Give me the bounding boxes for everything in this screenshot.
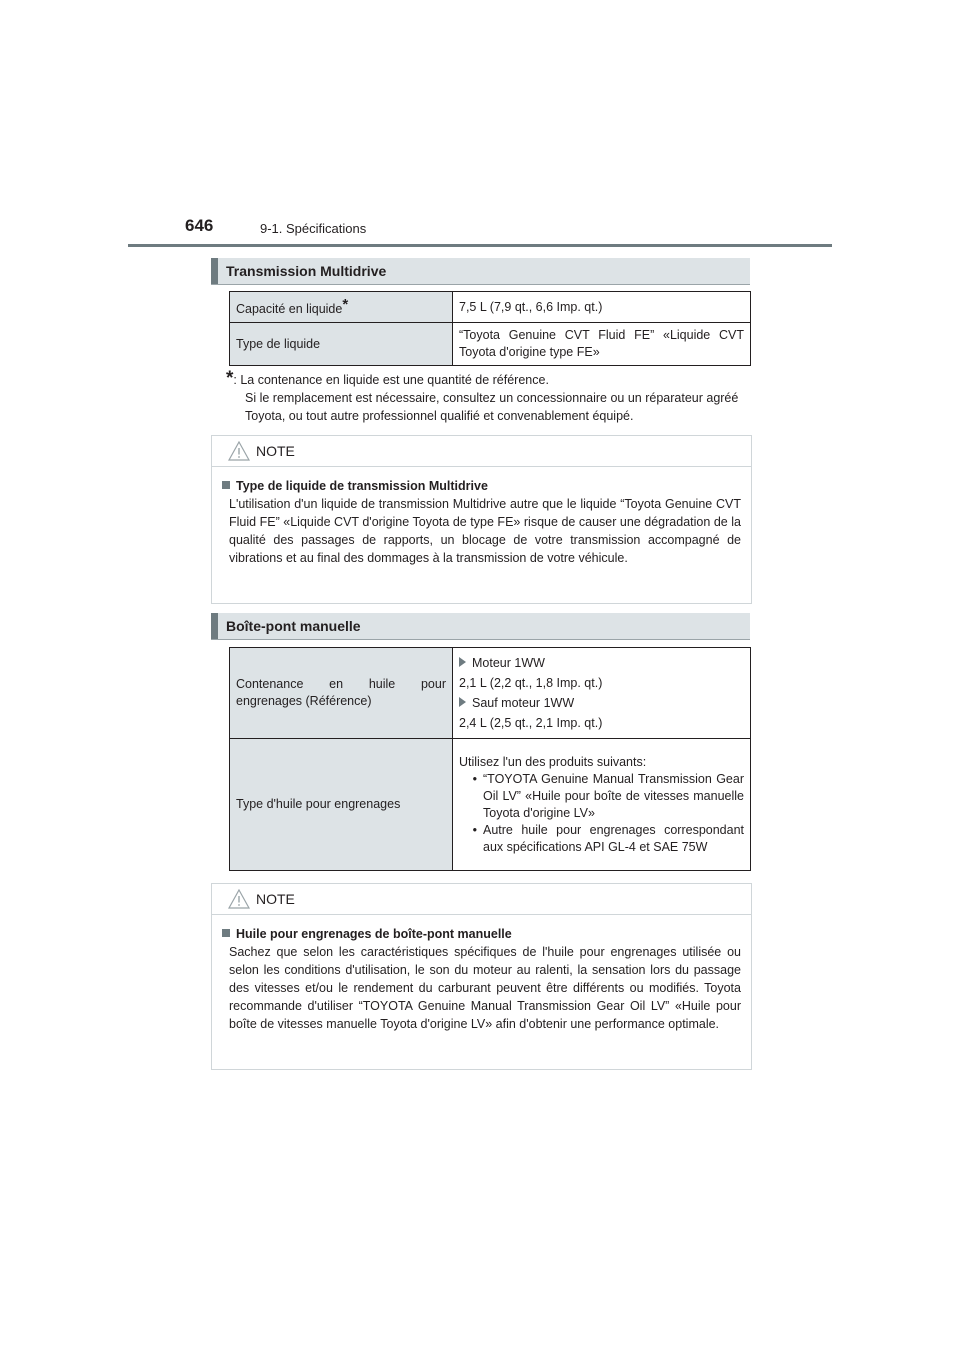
engine-other-text: Sauf moteur 1WW: [472, 696, 575, 710]
note-title: NOTE: [256, 891, 295, 907]
page-number: 646: [185, 216, 214, 235]
fluid-type-value: “Toyota Genuine CVT Fluid FE” «Liquide CVT Toyota d'origine type FE»: [453, 323, 751, 366]
table-row: [230, 323, 751, 366]
note-subheading-text: Type de liquide de transmission Multidrive: [236, 479, 488, 493]
warning-triangle-icon: [228, 889, 250, 909]
section-heading-text: Boîte-pont manuelle: [226, 618, 361, 634]
table-row: [230, 292, 751, 323]
oil-type-intro: Utilisez l'un des produits suivants:: [459, 754, 647, 769]
fluid-capacity-value: 7,5 L (7,9 qt., 6,6 Imp. qt.): [453, 292, 751, 323]
section-heading-bar: [211, 613, 218, 639]
fluid-capacity-label: Capacité en liquide: [236, 302, 343, 316]
footnote-marker: *: [342, 296, 349, 313]
footnote-star: *: [226, 368, 234, 389]
list-item: [459, 771, 744, 822]
list-item: [459, 822, 744, 856]
header-rule: [128, 244, 832, 247]
engine-1ww-heading: [459, 653, 744, 673]
oil-type-label: Type d'huile pour engrenages: [230, 739, 453, 871]
note-subheading: [222, 925, 741, 943]
note-box-manual: [211, 883, 752, 1070]
oil-capacity-label: Contenance en huile pour engrenages (Référence): [230, 648, 453, 739]
note-paragraph: Sachez que selon les caractéristiques spécifiques de l'huile pour engrenages utilisée ou selon les conditions d'utilisation, le son du moteur au ralenti, la sensation lors du passage des vitesses et/ou le rendement du carburant peuvent être différents ou modifiés. Toyota recommande d'utiliser “TOYOTA Genuine Manual Transmission Gear Oil LV” «Huile pour boîte de vitesses manuelle Toyota d'origine LV» afin d'obtenir une performance optimale.: [229, 945, 741, 1031]
triangle-bullet-icon: [459, 697, 466, 707]
engine-other-value: 2,4 L (2,5 qt., 2,1 Imp. qt.): [459, 716, 603, 730]
note-title: NOTE: [256, 443, 295, 459]
section-reference: 9-1. Spécifications: [260, 221, 367, 236]
note-subheading: [222, 477, 741, 495]
note-paragraph: L'utilisation d'un liquide de transmission Multidrive autre que le liquide “Toyota Genuine CVT Fluid FE” «Liquide CVT d'origine Toyota de type FE» risque de causer une dégradation de la qualité des passages de rapports, un blocage de votre transmission accompagné de vibrations et au final des dommages à la transmission de votre véhicule.: [229, 497, 741, 565]
engine-1ww-text: Moteur 1WW: [472, 656, 545, 670]
footnote-text-1: : La contenance en liquide est une quantité de référence.: [233, 373, 549, 387]
section-heading-text: Transmission Multidrive: [226, 263, 387, 279]
note-body: [212, 915, 751, 1045]
triangle-bullet-icon: [459, 657, 466, 667]
oil-type-cell: [453, 739, 751, 871]
section-heading-multidrive: [211, 258, 750, 285]
note-box-multidrive: [211, 435, 752, 604]
table-label-cell: [230, 292, 453, 323]
table-row: [230, 739, 751, 871]
bullet-dot: •: [472, 822, 477, 837]
square-bullet-icon: [222, 481, 230, 489]
oil-option-2: Autre huile pour engrenages correspondant aux spécifications API GL-4 et SAE 75W: [483, 822, 744, 854]
note-header: [212, 436, 751, 467]
footnote-line-1: [226, 370, 748, 389]
fluid-type-label: Type de liquide: [230, 323, 453, 366]
engine-other-heading: [459, 693, 744, 713]
bullet-dot: •: [472, 771, 477, 786]
engine-1ww-value: 2,1 L (2,2 qt., 1,8 Imp. qt.): [459, 676, 603, 690]
footnote-line-2: Si le remplacement est nécessaire, consultez un concessionnaire ou un réparateur agréé Toyota, ou tout autre professionnel qualifié et convenablement équipé.: [245, 391, 739, 423]
oil-option-1: “TOYOTA Genuine Manual Transmission Gear Oil LV” «Huile pour boîte de vitesses manuelle Toyota d'origine LV»: [483, 771, 744, 820]
note-body: [212, 467, 751, 579]
square-bullet-icon: [222, 929, 230, 937]
section-heading-bar: [211, 258, 218, 284]
manual-spec-table: [229, 647, 751, 871]
section-heading-manual: [211, 613, 750, 640]
note-subheading-text: Huile pour engrenages de boîte-pont manuelle: [236, 927, 512, 941]
warning-triangle-icon: [228, 441, 250, 461]
multidrive-spec-table: [229, 291, 751, 366]
oil-capacity-cell: [453, 648, 751, 739]
footnote: [226, 370, 748, 425]
table-row: [230, 648, 751, 739]
note-header: [212, 884, 751, 915]
